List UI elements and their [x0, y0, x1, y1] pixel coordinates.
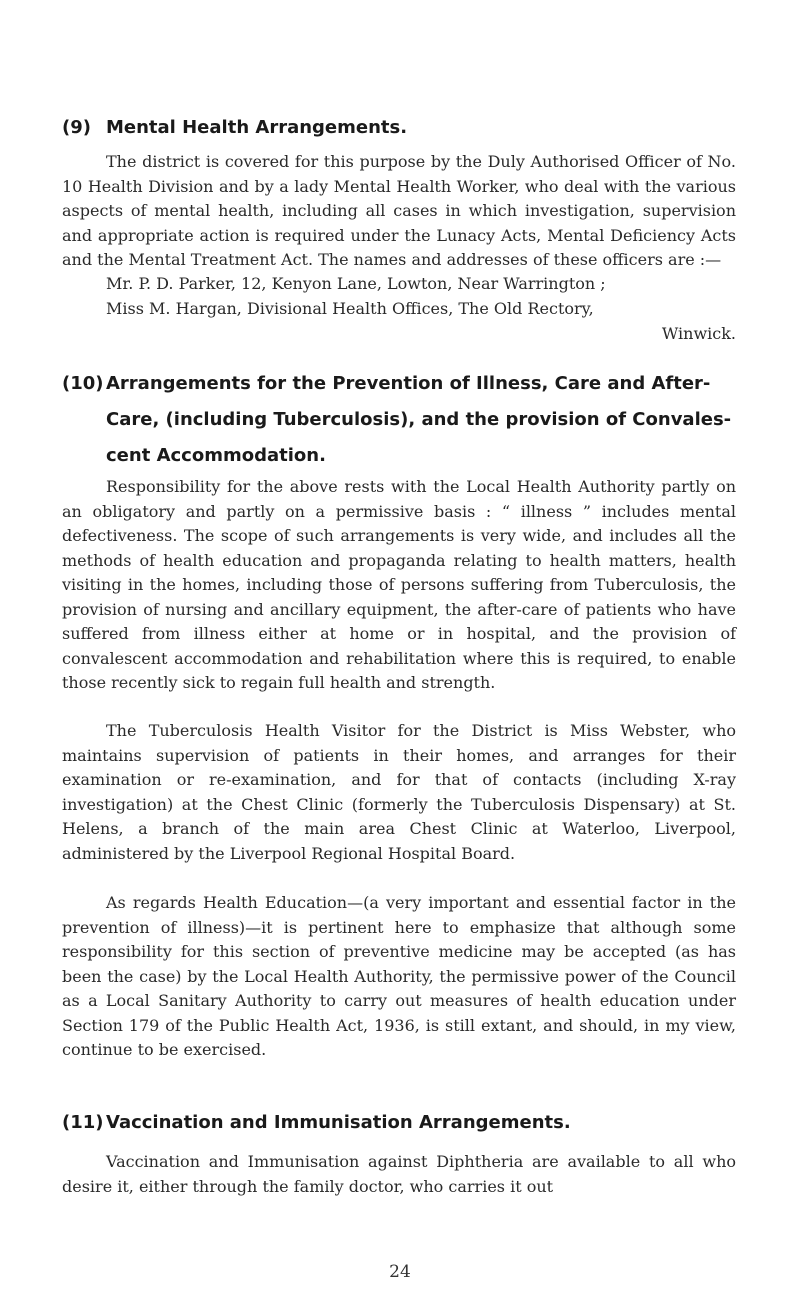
- officer-address-2: [106, 297, 736, 346]
- section-11-number: (11): [62, 1112, 104, 1133]
- section-10-paragraph-3: As regards Health Education—(a very important and essential factor in the prevention of illness)—it is pertinent here to emphasize that although some responsibility for this section of preventive medicine may be accepted (as has been the case) by the Local Health Authority, the permissive power of the Council as a Local Sanitary Authority to carry out measures of health education under Section 179 of the Public Health Act, 1936, is still extant, and should, in my view, continue to be exercised.: [62, 893, 736, 1059]
- section-10-title-line-2: Care, (including Tuberculosis), and the provision of Convales-: [106, 409, 732, 430]
- page-number: 24: [389, 1262, 411, 1282]
- section-10-number: (10): [62, 373, 104, 394]
- section-11-heading: [62, 1112, 571, 1133]
- section-10-heading: [62, 366, 731, 474]
- section-9-title: Mental Health Arrangements.: [106, 117, 408, 138]
- section-10-paragraph-2: The Tuberculosis Health Visitor for the District is Miss Webster, who maintains supervision of patients in their homes, and arranges for their examination or re-examination, and for that of contacts (including X-ray investigation) at the Chest Clinic (formerly the Tuberculosis Dispensary) at St. Helens, a branch of the main area Chest Clinic at Waterloo, Liverpool, administered by the Liverpool Regional Hospital Board.: [62, 721, 736, 863]
- section-11-title: Vaccination and Immunisation Arrangements.: [106, 1112, 571, 1133]
- section-11-paragraph: Vaccination and Immunisation against Diphtheria are available to all who desire it, either through the family doctor, who carries it out: [62, 1152, 736, 1196]
- section-9-paragraph: The district is covered for this purpose by the Duly Authorised Officer of No. 10 Health Division and by a lady Mental Health Worker, who deal with the various aspects of mental health, including all cases in which investigation, supervision and appropriate action is required under the Lunacy Acts, Mental Deficiency Acts and the Mental Treatment Act. The names and addresses of these officers are :—: [62, 152, 736, 269]
- section-10-paragraph-1: Responsibility for the above rests with the Local Health Authority partly on an obligatory and partly on a permissive basis : “ illness ” includes mental defectiveness. The scope of such arrangements is very wide, and includes all the methods of health education and propaganda relating to health matters, health visiting in the homes, including those of persons suffering from Tuberculosis, the provision of nursing and ancillary equipment, the after-care of patients who have suffered from illness either at home or in hospital, and the provision of convalescent accommodation and rehabilitation where this is required, to enable those recently sick to regain full health and strength.: [62, 477, 736, 692]
- section-10-title-line-3: cent Accommodation.: [106, 445, 326, 466]
- section-10-title-line-1: Arrangements for the Prevention of Illness, Care and After-: [106, 373, 711, 394]
- officer-address-2-line: Miss M. Hargan, Divisional Health Offices, The Old Rectory,: [106, 299, 594, 318]
- officer-address-2-cont: Winwick.: [661, 323, 736, 343]
- officer-address-1: Mr. P. D. Parker, 12, Kenyon Lane, Lowton, Near Warrington ;: [106, 274, 606, 293]
- section-9-heading: [62, 117, 407, 138]
- section-9-number: (9): [62, 117, 91, 138]
